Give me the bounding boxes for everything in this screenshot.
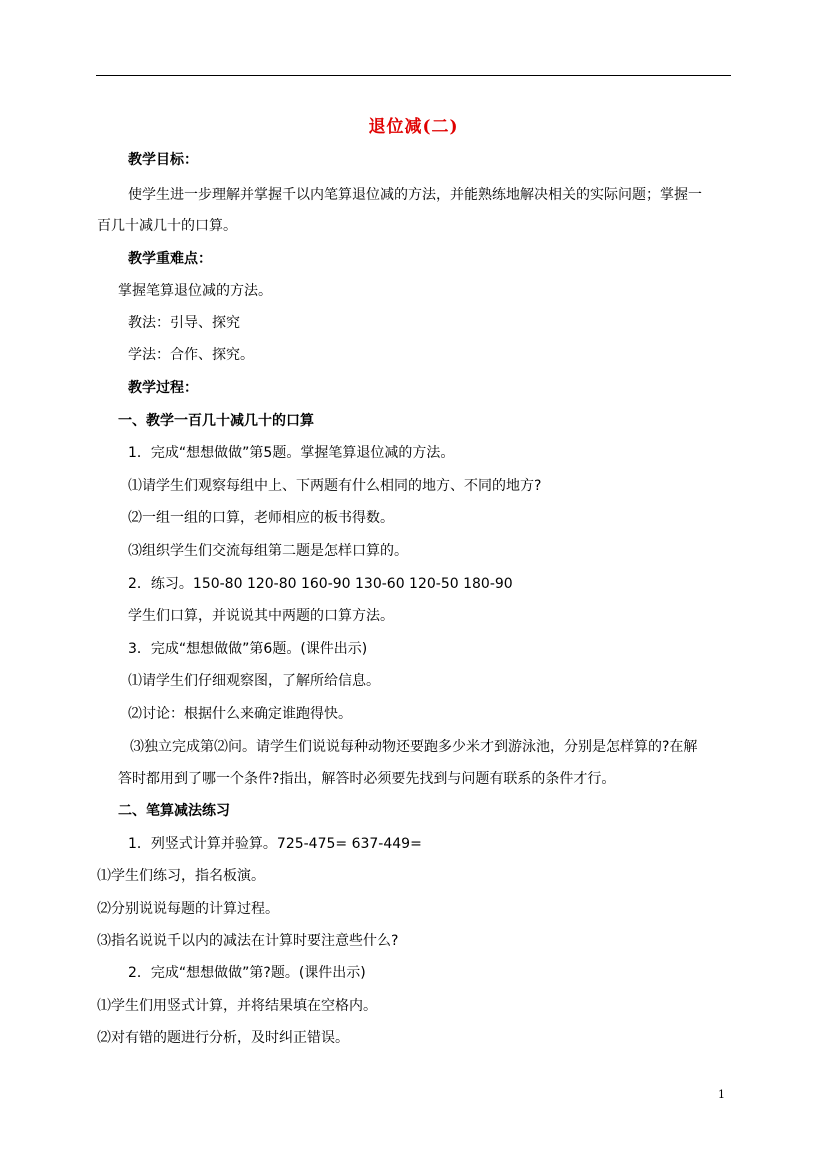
paragraph-line: ⑵讨论：根据什么来确定谁跑得快。 [128, 706, 352, 722]
paragraph-line: ⑴学生们用竖式计算，并将结果填在空格内。 [97, 998, 377, 1014]
paragraph-line: 百几十减几十的口算。 [97, 218, 237, 234]
paragraph-line: 1．完成“想想做做”第5题。掌握笔算退位减的方法。 [128, 445, 455, 461]
paragraph-line: ⑵一组一组的口算，老师相应的板书得数。 [128, 510, 394, 526]
page-number: 1 [718, 1088, 725, 1101]
paragraph-line: 3．完成“想想做做”第6题。(课件出示) [128, 641, 368, 657]
document-title: 退位减(二) [368, 117, 459, 137]
paragraph-line: ⑶组织学生们交流每组第二题是怎样口算的。 [128, 543, 408, 559]
paragraph-line: ⑶指名说说千以内的减法在计算时要注意些什么? [97, 933, 399, 949]
paragraph-line: 使学生进一步理解并掌握千以内笔算退位减的方法，并能熟练地解决相关的实际问题；掌握一 [128, 187, 702, 203]
paragraph-line: 掌握笔算退位减的方法。 [118, 283, 272, 299]
header-rule [96, 75, 731, 76]
paragraph-line: ⑴学生们练习，指名板演。 [97, 868, 265, 884]
paragraph-line: ⑴请学生们仔细观察图，了解所给信息。 [128, 673, 380, 689]
paragraph-line: 教法：引导、探究 [128, 315, 240, 331]
paragraph-line: 答时都用到了哪一个条件?指出，解答时必须要先找到与问题有联系的条件才行。 [118, 771, 616, 787]
section-heading-part-one: 一、教学一百几十减几十的口算 [118, 413, 314, 429]
paragraph-line: 学生们口算，并说说其中两题的口算方法。 [128, 608, 394, 624]
paragraph-line: ⑵对有错的题进行分析，及时纠正错误。 [97, 1030, 349, 1046]
paragraph-line: 学法：合作、探究。 [128, 347, 254, 363]
paragraph-line: 2．练习。150-80 120-80 160-90 130-60 120-50 180-90 [128, 576, 513, 592]
section-heading-process: 教学过程： [128, 380, 198, 396]
section-heading-key-points: 教学重难点： [128, 251, 212, 267]
paragraph-line: 2．完成“想想做做”第?题。(课件出示) [128, 965, 366, 981]
paragraph-line: ⑴请学生们观察每组中上、下两题有什么相同的地方、不同的地方? [128, 478, 542, 494]
paragraph-line: ⑵分别说说每题的计算过程。 [97, 901, 279, 917]
section-heading-part-two: 二、笔算减法练习 [118, 803, 230, 819]
paragraph-line: ⑶独立完成第⑵问。请学生们说说每种动物还要跑多少米才到游泳池，分别是怎样算的?在解 [130, 739, 698, 755]
paragraph-line: 1．列竖式计算并验算。725-475= 637-449= [128, 836, 422, 852]
section-heading-objectives: 教学目标： [128, 152, 198, 168]
